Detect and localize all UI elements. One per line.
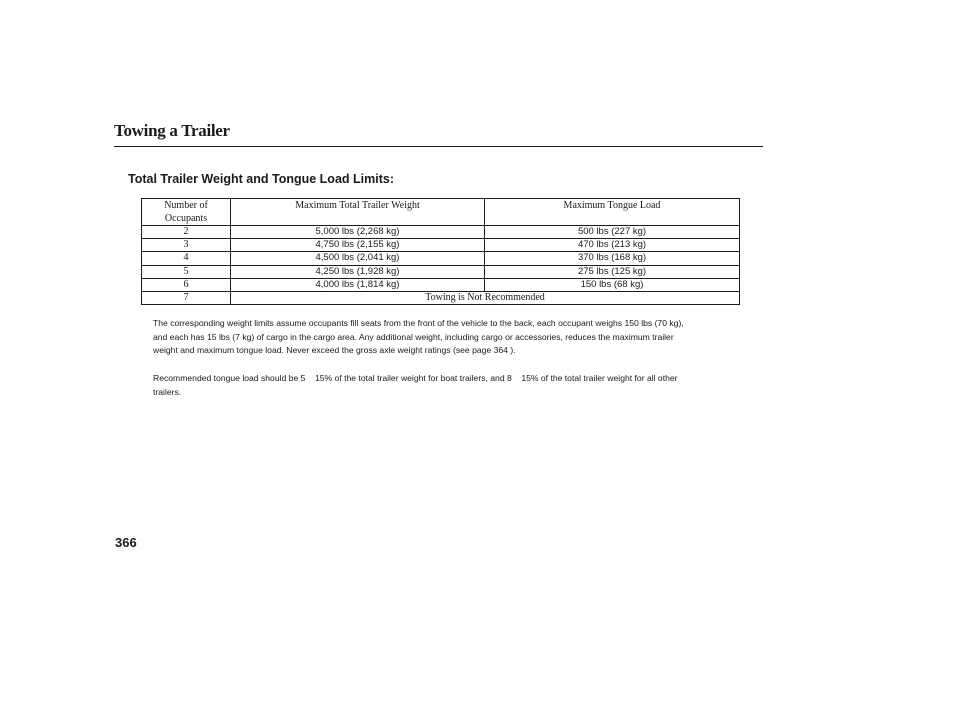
cell-occupants: 4 — [142, 252, 231, 265]
section-heading: Total Trailer Weight and Tongue Load Limits: — [128, 172, 394, 186]
cell-not-recommended: Towing is Not Recommended — [231, 292, 740, 305]
weight-limits-note — [153, 317, 753, 358]
cell-tongue-load: 275 lbs (125 kg) — [485, 265, 740, 278]
table-header-row — [142, 199, 740, 226]
table-row — [142, 265, 740, 278]
cell-tongue-load: 150 lbs (68 kg) — [485, 278, 740, 291]
cell-occupants: 2 — [142, 226, 231, 239]
cell-trailer-weight: 4,500 lbs (2,041 kg) — [231, 252, 485, 265]
note-line: Recommended tongue load should be 5 15% of the total trailer weight for boat trailers, and 8 15% of the total trailer weight for all other — [153, 373, 678, 383]
table-row — [142, 239, 740, 252]
header-occupants-line1: Number of — [164, 200, 208, 211]
note-line: The corresponding weight limits assume occupants fill seats from the front of the vehicle to the back, each occupant weighs 150 lbs (70 kg), — [153, 318, 684, 328]
page-title: Towing a Trailer — [114, 121, 230, 140]
table-row — [142, 278, 740, 291]
cell-tongue-load: 500 lbs (227 kg) — [485, 226, 740, 239]
cell-occupants: 3 — [142, 239, 231, 252]
cell-trailer-weight: 5,000 lbs (2,268 kg) — [231, 226, 485, 239]
cell-tongue-load: 370 lbs (168 kg) — [485, 252, 740, 265]
note-line: trailers. — [153, 386, 182, 397]
title-divider — [114, 146, 763, 147]
table-row-not-recommended — [142, 292, 740, 305]
cell-trailer-weight: 4,250 lbs (1,928 kg) — [231, 265, 485, 278]
cell-trailer-weight: 4,750 lbs (2,155 kg) — [231, 239, 485, 252]
header-occupants — [142, 199, 231, 226]
cell-trailer-weight: 4,000 lbs (1,814 kg) — [231, 278, 485, 291]
weight-limits-table — [141, 198, 740, 305]
table-row — [142, 252, 740, 265]
header-trailer-weight: Maximum Total Trailer Weight — [231, 199, 485, 226]
header-tongue-load: Maximum Tongue Load — [485, 199, 740, 226]
table-row — [142, 226, 740, 239]
cell-occupants: 5 — [142, 265, 231, 278]
header-occupants-line2: Occupants — [164, 212, 208, 224]
tongue-load-note — [153, 372, 753, 399]
cell-tongue-load: 470 lbs (213 kg) — [485, 239, 740, 252]
page-number: 366 — [115, 535, 137, 550]
note-line: weight and maximum tongue load. Never exceed the gross axle weight ratings (see page 364 ). — [153, 345, 516, 356]
note-line: and each has 15 lbs (7 kg) of cargo in the cargo area. Any additional weight, including cargo or accessories, reduces the maximum trailer — [153, 331, 674, 342]
cell-occupants: 6 — [142, 278, 231, 291]
cell-occupants: 7 — [142, 292, 231, 305]
